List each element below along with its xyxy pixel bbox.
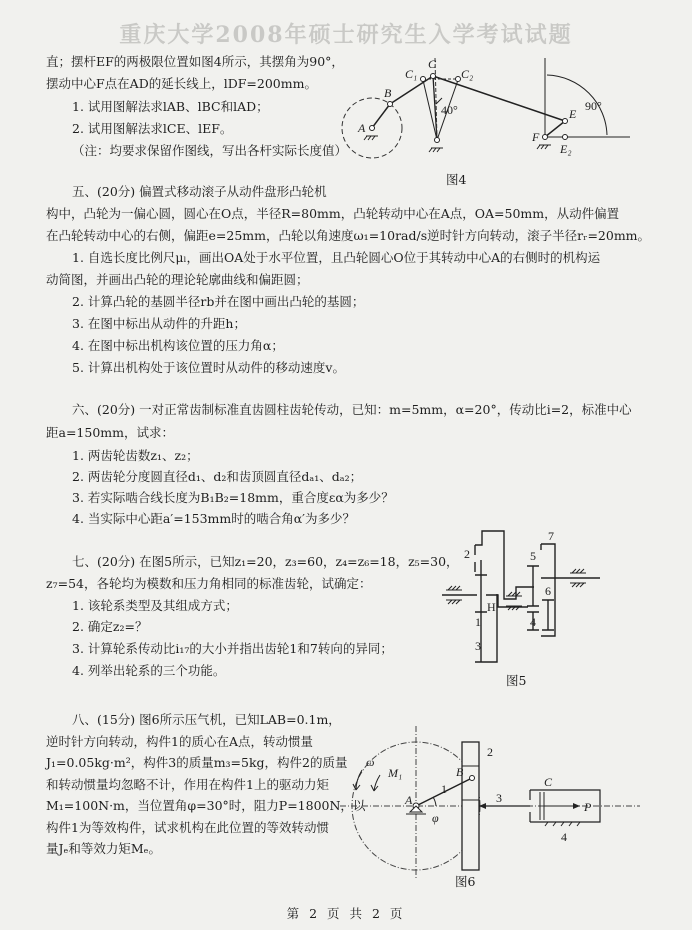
q4-line: 摆动中心F点在AD的延长线上，lDF=200mm。: [46, 76, 317, 91]
q5-title: 五、(20分) 偏置式移动滚子从动件盘形凸轮机: [72, 184, 327, 199]
gear-label-1: 1: [475, 615, 481, 629]
figure-6-caption: 图6: [455, 874, 476, 889]
q5-line: 构中，凸轮为一偏心圆，圆心在O点，半径R=80mm，凸轮转动中心在A点，OA=50mm，从动件偏置: [46, 206, 620, 221]
ground-pivot-a: [406, 806, 426, 814]
gear-label-2: 2: [464, 547, 470, 561]
q6-line: 1. 两齿轮齿数z₁、z₂；: [72, 448, 199, 463]
label-f: F: [532, 130, 540, 144]
q5-line: 动简图，并画出凸轮的理论轮廓曲线和偏距圆；: [46, 272, 309, 287]
label-m1: M₁: [388, 766, 403, 780]
q7-line: 4. 列举出轮系的三个功能。: [72, 663, 226, 678]
gear-label-3: 3: [475, 639, 481, 653]
figure-4-caption: 图4: [446, 172, 467, 187]
q8-title: 八、(15分) 图6所示压气机，已知LAB=0.1m，: [72, 712, 341, 727]
label-link-3: 3: [496, 791, 502, 805]
label-angle-40: 40°: [441, 103, 458, 117]
q7-line: 1. 该轮系类型及其组成方式；: [72, 598, 238, 613]
bleed-through-header: 重庆大学2008年硕士研究生入学考试试题: [119, 22, 573, 48]
label-omega: ω: [366, 755, 375, 769]
q8-line: M₁=100N·m，当位置角φ=30°时，阻力P=1800N，以: [46, 798, 366, 813]
q4-line: 2. 试用图解法求lCE、lEF。: [72, 121, 233, 136]
phi-arc: [433, 797, 436, 806]
q5-line: 4. 在图中标出机构该位置的压力角α；: [72, 338, 284, 353]
label-b: B: [384, 86, 392, 100]
q8-line: 构件1为等效构件，试求机构在此位置的等效转动惯: [46, 820, 329, 835]
page-footer: 第 2 页 共 2 页: [286, 906, 406, 921]
figure-5-caption: 图5: [506, 673, 527, 688]
force-p-arrow: [573, 803, 580, 809]
q5-line: 2. 计算凸轮的基圆半径rb并在图中画出凸轮的基圆；: [72, 294, 365, 309]
gear-label-5: 5: [530, 549, 536, 563]
gear-label-6: 6: [545, 584, 551, 598]
q8-line: 逆时针方向转动，构件1的质心在A点，转动惯量: [46, 734, 313, 749]
label-c: C: [428, 57, 437, 71]
q6-line: 距a=150mm，试求：: [46, 425, 174, 440]
omega-arrow: [353, 770, 362, 790]
q5-line: 5. 计算出机构处于该位置时从动件的移动速度v。: [72, 360, 345, 375]
label-c2: C₂: [461, 67, 474, 81]
label-e: E: [569, 107, 577, 121]
q6-title: 六、(20分) 一对正常齿制标准直齿圆柱齿轮传动，已知：m=5mm，α=20°，传动比i=2，标准中心: [72, 402, 632, 417]
q4-line: 直；摆杆EF的两极限位置如图4所示，其摆角为90°，: [46, 54, 344, 69]
q6-line: 4. 当实际中心距a′=153mm时的啮合角α′为多少？: [72, 511, 356, 526]
q5-line: 在凸轮转动中心的右侧，偏距e=25mm，凸轮以角速度ω₁=10rad/s逆时针方向转动，滚子半径rᵣ=20mm。: [46, 228, 651, 243]
carrier-label-h: H: [487, 600, 496, 614]
label-a: A: [405, 793, 413, 807]
q8-line: J₁=0.05kg·m²，构件3的质量m₃=5kg，构件2的质量: [46, 755, 348, 770]
label-angle-90: 90°: [585, 99, 602, 113]
q5-line: 1. 自选长度比例尺μₗ，画出OA处于水平位置，且凸轮圆心O位于其转动中心A的右侧时的机构运: [72, 250, 601, 265]
label-link-2: 2: [487, 745, 493, 759]
label-link-1: 1: [441, 782, 447, 796]
q7-line: z₇=54，各轮均为模数和压力角相同的标准齿轮，试确定：: [46, 576, 372, 591]
gear-label-7: 7: [548, 529, 554, 543]
q4-line: 1. 试用图解法求lAB、lBC和lAD；: [72, 99, 269, 114]
label-b: B: [456, 765, 464, 779]
q4-line: （注：均要求保留作图线，写出各杆实际长度值）: [72, 143, 348, 158]
gear-label-4: 4: [530, 615, 536, 629]
label-phi: φ: [432, 811, 439, 825]
label-p: P: [584, 800, 592, 814]
q6-line: 2. 两齿轮分度圆直径d₁、d₂和齿顶圆直径dₐ₁、dₐ₂；: [72, 469, 363, 484]
label-c: C: [544, 775, 553, 789]
q7-line: 2. 确定z₂=？: [72, 619, 148, 634]
m1-arrow: [371, 775, 380, 791]
label-a: A: [358, 121, 366, 135]
q8-line: 和转动惯量均忽略不计，作用在构件1上的驱动力矩: [46, 777, 329, 792]
q5-line: 3. 在图中标出从动件的升距h；: [72, 316, 246, 331]
q7-title: 七、(20分) 在图5所示，已知z₁=20，z₃=60，z₄=z₆=18，z₅=30，: [72, 554, 459, 569]
label-link-4: 4: [561, 830, 567, 844]
q8-line: 量Jₑ和等效力矩Mₑ。: [46, 841, 161, 856]
slotted-link-3: [462, 742, 479, 870]
q7-line: 3. 计算轮系传动比i₁₇的大小并指出齿轮1和7转向的异同；: [72, 641, 393, 656]
q6-line: 3. 若实际啮合线长度为B₁B₂=18mm，重合度εα为多少？: [72, 490, 394, 505]
label-e2: E₂: [560, 142, 572, 156]
label-c1: C₁: [405, 67, 418, 81]
